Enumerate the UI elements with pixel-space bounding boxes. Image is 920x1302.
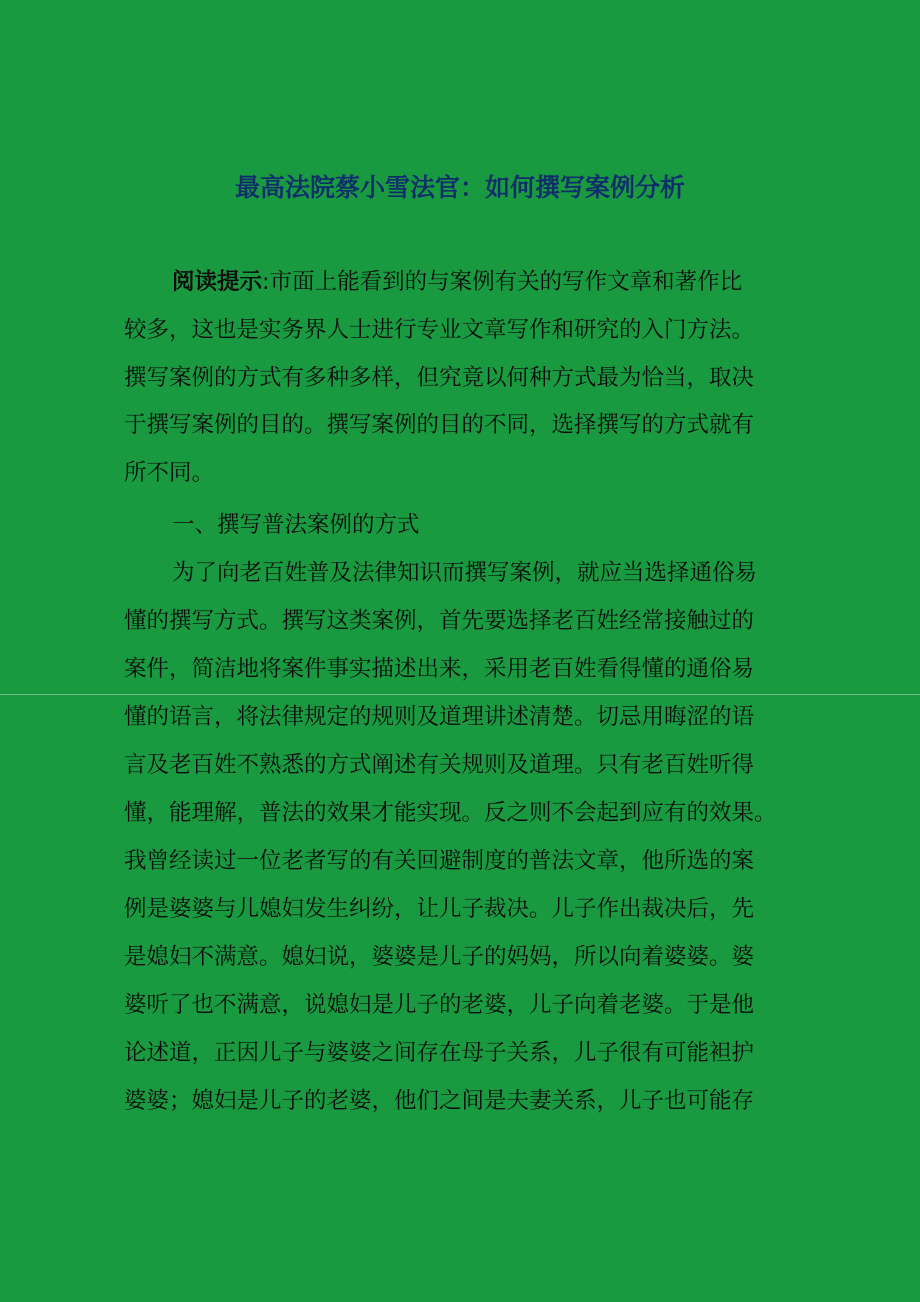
intro-label: 阅读提示 [172,269,263,295]
body-line-4: 懂的语言，将法律规定的规则及道理讲述清楚。切忌用晦涩的语 [124,704,755,730]
document-title: 最高法院蔡小雪法官：如何撰写案例分析 [234,173,685,202]
body-line-8: 例是婆婆与儿媳妇发生纠纷，让儿子裁决。儿子作出裁决后，先 [124,896,755,922]
intro-text-1: :市面上能看到的与案例有关的写作文章和著作比 [262,269,743,295]
intro-line-2: 较多，这也是实务界人士进行专业文章写作和研究的入门方法。 [124,317,755,343]
body-line-7: 我曾经读过一位老者写的有关回避制度的普法文章，他所选的案 [124,848,755,874]
intro-line-5: 所不同。 [124,460,215,486]
body-line-12: 婆婆；媳妇是儿子的老婆，他们之间是夫妻关系，儿子也可能存 [124,1088,755,1114]
intro-line-4: 于撰写案例的目的。撰写案例的目的不同，选择撰写的方式就有 [124,412,755,438]
section-heading-1: 一、撰写普法案例的方式 [172,512,420,538]
body-line-3: 案件，简洁地将案件事实描述出来，采用老百姓看得懂的通俗易 [124,656,755,682]
intro-line-1 [172,262,742,302]
intro-line-3: 撰写案例的方式有多种多样，但究竟以何种方式最为恰当，取决 [124,365,755,391]
body-line-9: 是媳妇不满意。媳妇说，婆婆是儿子的妈妈，所以向着婆婆。婆 [124,944,755,970]
body-line-2: 懂的撰写方式。撰写这类案例，首先要选择老百姓经常接触过的 [124,608,755,634]
body-line-10: 婆听了也不满意，说媳妇是儿子的老婆，儿子向着老婆。于是他 [124,992,755,1018]
horizontal-divider [0,694,920,695]
body-line-11: 论述道，正因儿子与婆婆之间存在母子关系，儿子很有可能袒护 [124,1040,755,1066]
body-line-6: 懂，能理解，普法的效果才能实现。反之则不会起到应有的效果。 [124,800,777,826]
body-line-1: 为了向老百姓普及法律知识而撰写案例，就应当选择通俗易 [172,560,758,586]
body-line-5: 言及老百姓不熟悉的方式阐述有关规则及道理。只有老百姓听得 [124,752,755,778]
